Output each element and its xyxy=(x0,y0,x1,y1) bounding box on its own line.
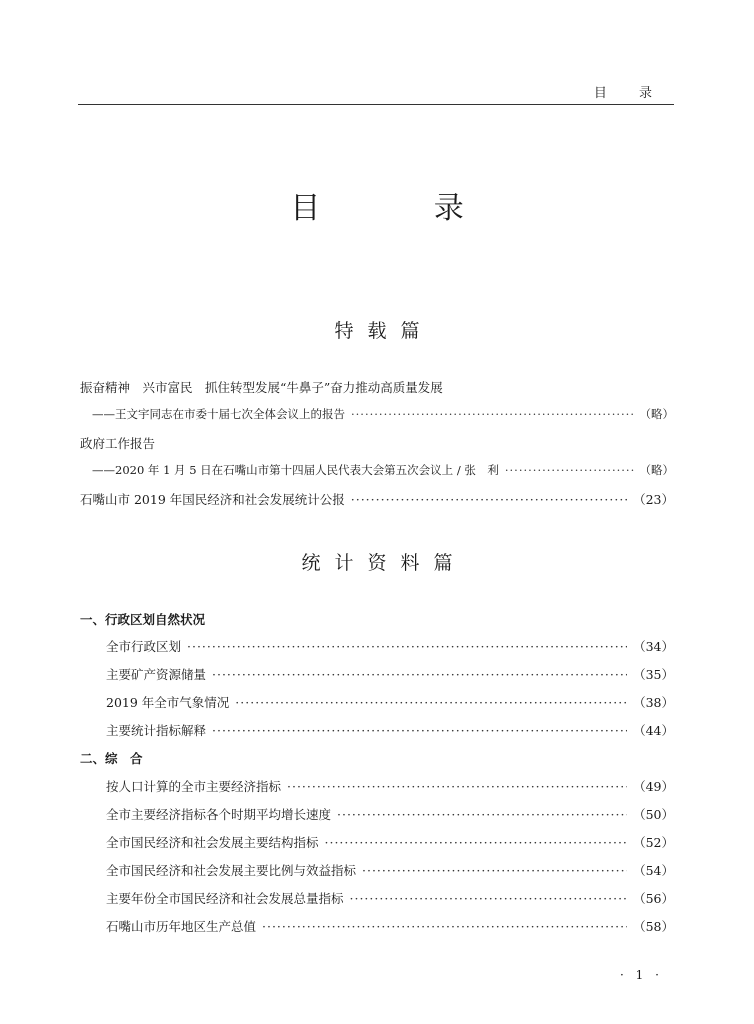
toc-entry-page: （34） xyxy=(633,639,674,654)
toc-entry[interactable] xyxy=(106,833,674,851)
toc-entry-text: 石嘴山市 2019 年国民经济和社会发展统计公报 xyxy=(80,492,345,507)
category-heading: 二、综 合 xyxy=(80,751,143,766)
toc-entry-text: 全市国民经济和社会发展主要比例与效益指标 xyxy=(106,863,357,878)
leader-dots xyxy=(325,835,628,850)
toc-entry-page: （49） xyxy=(633,779,674,794)
toc-entry-page: （58） xyxy=(633,919,674,934)
leader-dots xyxy=(351,407,634,421)
leader-dots xyxy=(262,919,627,934)
toc-entry-text: 振奋精神 兴市富民 抓住转型发展“牛鼻子”奋力推动高质量发展 xyxy=(80,380,443,395)
toc-entry-page: （略） xyxy=(639,407,674,421)
toc-entry[interactable] xyxy=(80,490,674,508)
toc-entry-page: （38） xyxy=(633,695,674,710)
toc-entry-text: 2019 年全市气象情况 xyxy=(106,695,230,710)
toc-entry[interactable] xyxy=(106,721,674,739)
toc-entry-text: 石嘴山市历年地区生产总值 xyxy=(106,919,257,934)
toc-entry[interactable] xyxy=(106,693,674,711)
toc-entry-text: 主要年份全市国民经济和社会发展总量指标 xyxy=(106,891,344,906)
section-title-special: 特载篇 xyxy=(334,320,434,342)
toc-entry[interactable] xyxy=(106,889,674,907)
leader-dots xyxy=(505,463,634,477)
section-title-statistics: 统计资料篇 xyxy=(301,552,467,574)
leader-dots xyxy=(212,723,627,738)
toc-entry-text: 全市国民经济和社会发展主要结构指标 xyxy=(106,835,319,850)
toc-entry-page: （44） xyxy=(633,723,674,738)
leader-dots xyxy=(187,639,627,654)
toc-entry-page: （略） xyxy=(639,463,674,477)
toc-entry-text: ——王文宇同志在市委十届七次全体会议上的报告 xyxy=(92,407,345,421)
leader-dots xyxy=(351,492,627,507)
running-header xyxy=(78,78,674,105)
leader-dots xyxy=(287,779,627,794)
toc-entry[interactable] xyxy=(92,462,674,480)
toc-entry-text: 政府工作报告 xyxy=(80,436,156,451)
leader-dots xyxy=(235,695,627,710)
toc-entry[interactable] xyxy=(106,637,674,655)
toc-entry-page: （23） xyxy=(633,492,674,507)
toc-entry[interactable] xyxy=(80,378,674,396)
leader-dots xyxy=(212,667,627,682)
toc-entry-text: 主要矿产资源储量 xyxy=(106,667,207,682)
toc-entry-page: （52） xyxy=(633,835,674,850)
toc-entry-page: （50） xyxy=(633,807,674,822)
toc-entry-text: 全市行政区划 xyxy=(106,639,182,654)
toc-entry-page: （56） xyxy=(633,891,674,906)
toc-entry-page: （54） xyxy=(633,863,674,878)
toc-entry[interactable] xyxy=(106,777,674,795)
page-title: 目 录 xyxy=(290,191,516,226)
toc-entry-text: 主要统计指标解释 xyxy=(106,723,207,738)
running-title: 目 录 xyxy=(593,86,666,101)
toc-entry[interactable] xyxy=(92,406,674,424)
leader-dots xyxy=(350,891,628,906)
toc-entry[interactable] xyxy=(80,434,674,452)
leader-dots xyxy=(362,863,627,878)
toc-entry-text: ——2020 年 1 月 5 日在石嘴山市第十四届人民代表大会第五次会议上 / 张 利 xyxy=(92,463,499,477)
page-number: · 1 · xyxy=(620,968,663,982)
leader-dots xyxy=(337,807,627,822)
toc-entry-page: （35） xyxy=(633,667,674,682)
toc-entry[interactable] xyxy=(106,805,674,823)
toc-entry-text: 全市主要经济指标各个时期平均增长速度 xyxy=(106,807,332,822)
category-heading: 一、行政区划自然状况 xyxy=(80,612,206,627)
toc-entry[interactable] xyxy=(106,665,674,683)
toc-entry[interactable] xyxy=(106,861,674,879)
toc-entry-text: 按人口计算的全市主要经济指标 xyxy=(106,779,282,794)
toc-entry[interactable] xyxy=(106,917,674,935)
